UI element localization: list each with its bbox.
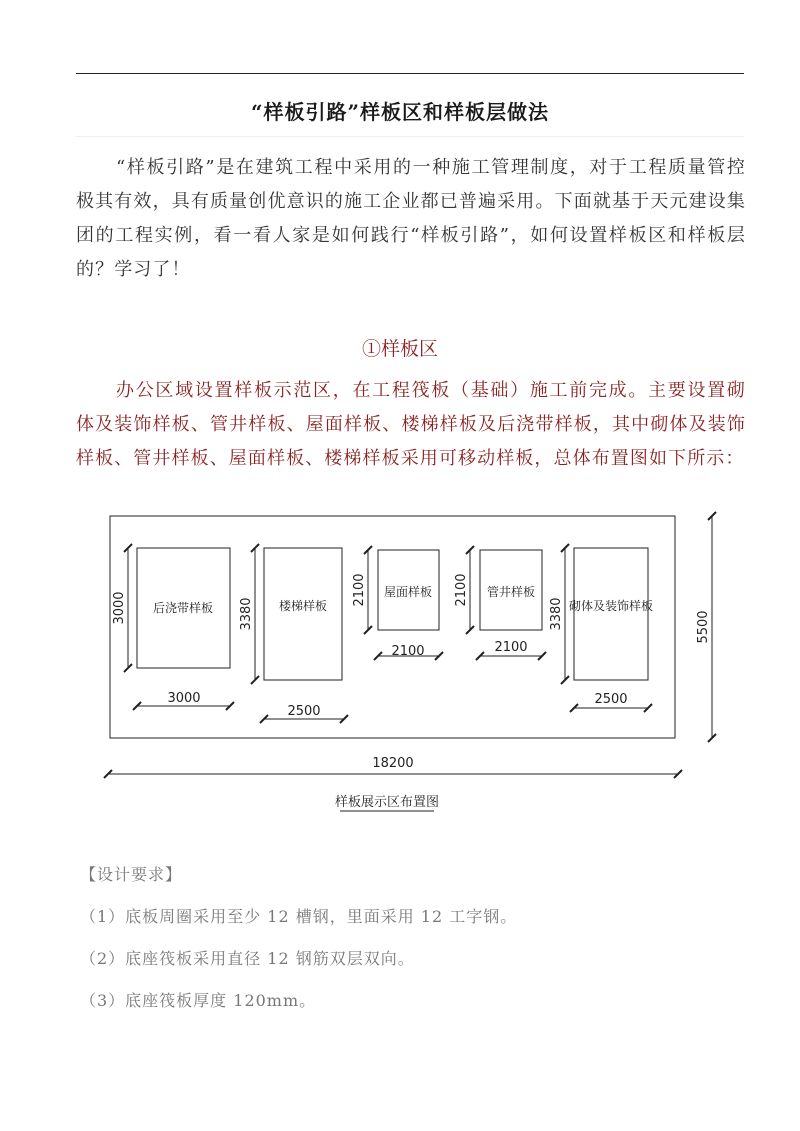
requirement-item-1: （1）底板周圈采用至少 12 槽钢，里面采用 12 工字钢。 bbox=[80, 907, 518, 926]
diagram-caption: 样板展示区布置图 bbox=[334, 795, 440, 810]
dim-height-louti: 3380 bbox=[239, 597, 254, 631]
title-divider bbox=[76, 136, 744, 137]
section-title: ①样板区 bbox=[361, 338, 438, 360]
requirement-item-3: （3）底座筏板厚度 120mm。 bbox=[80, 991, 317, 1010]
box-louti bbox=[264, 548, 342, 680]
page-title: “样板引路”样板区和样板层做法 bbox=[250, 100, 549, 124]
dim-width-wumian: 2100 bbox=[391, 644, 425, 659]
intro-paragraph: “样板引路”是在建筑工程中采用的一种施工管理制度，对于工程质量管控极其有效，具有质量创优意识的施工企业都已普遍采用。下面就基于天元建设集团的工程实例，看一看人家是如何践行“样板引路”，如何设置样板区和样板层的？学习了！ bbox=[76, 157, 746, 280]
dim-height-qiti: 3380 bbox=[549, 597, 564, 631]
dim-total-height: 5500 bbox=[696, 610, 711, 644]
dim-width-qiti: 2500 bbox=[594, 692, 628, 707]
layout-diagram bbox=[100, 508, 730, 818]
dim-width-louti: 2500 bbox=[287, 704, 321, 719]
dim-width-guanjing: 2100 bbox=[494, 640, 528, 655]
top-rule bbox=[76, 73, 744, 74]
dim-width-houjiaodai: 3000 bbox=[167, 691, 201, 706]
dim-total-width: 18200 bbox=[372, 756, 414, 771]
dim-height-wumian: 2100 bbox=[352, 573, 367, 607]
dim-height-houjiaodai: 3000 bbox=[112, 591, 127, 625]
box-label-wumian: 屋面样板 bbox=[383, 585, 433, 599]
box-label-louti: 楼梯样板 bbox=[278, 599, 328, 613]
box-qiti bbox=[574, 548, 648, 680]
section-paragraph: 办公区域设置样板示范区，在工程筏板（基础）施工前完成。主要设置砌体及装饰样板、管井样板、屋面样板、楼梯样板及后浇带样板，其中砌体及装饰样板、管井样板、屋面样板、楼梯样板采用可移动样板，总体布置图如下所示： bbox=[76, 380, 746, 469]
requirements-heading: 【设计要求】 bbox=[80, 865, 183, 884]
requirement-item-2: （2）底座筏板采用直径 12 钢筋双层双向。 bbox=[80, 949, 415, 968]
box-label-houjiaodai: 后浇带样板 bbox=[152, 601, 214, 615]
dim-height-guanjing: 2100 bbox=[454, 573, 469, 607]
box-label-guanjing: 管井样板 bbox=[486, 585, 536, 599]
box-label-qiti: 砌体及装饰样板 bbox=[568, 599, 654, 613]
